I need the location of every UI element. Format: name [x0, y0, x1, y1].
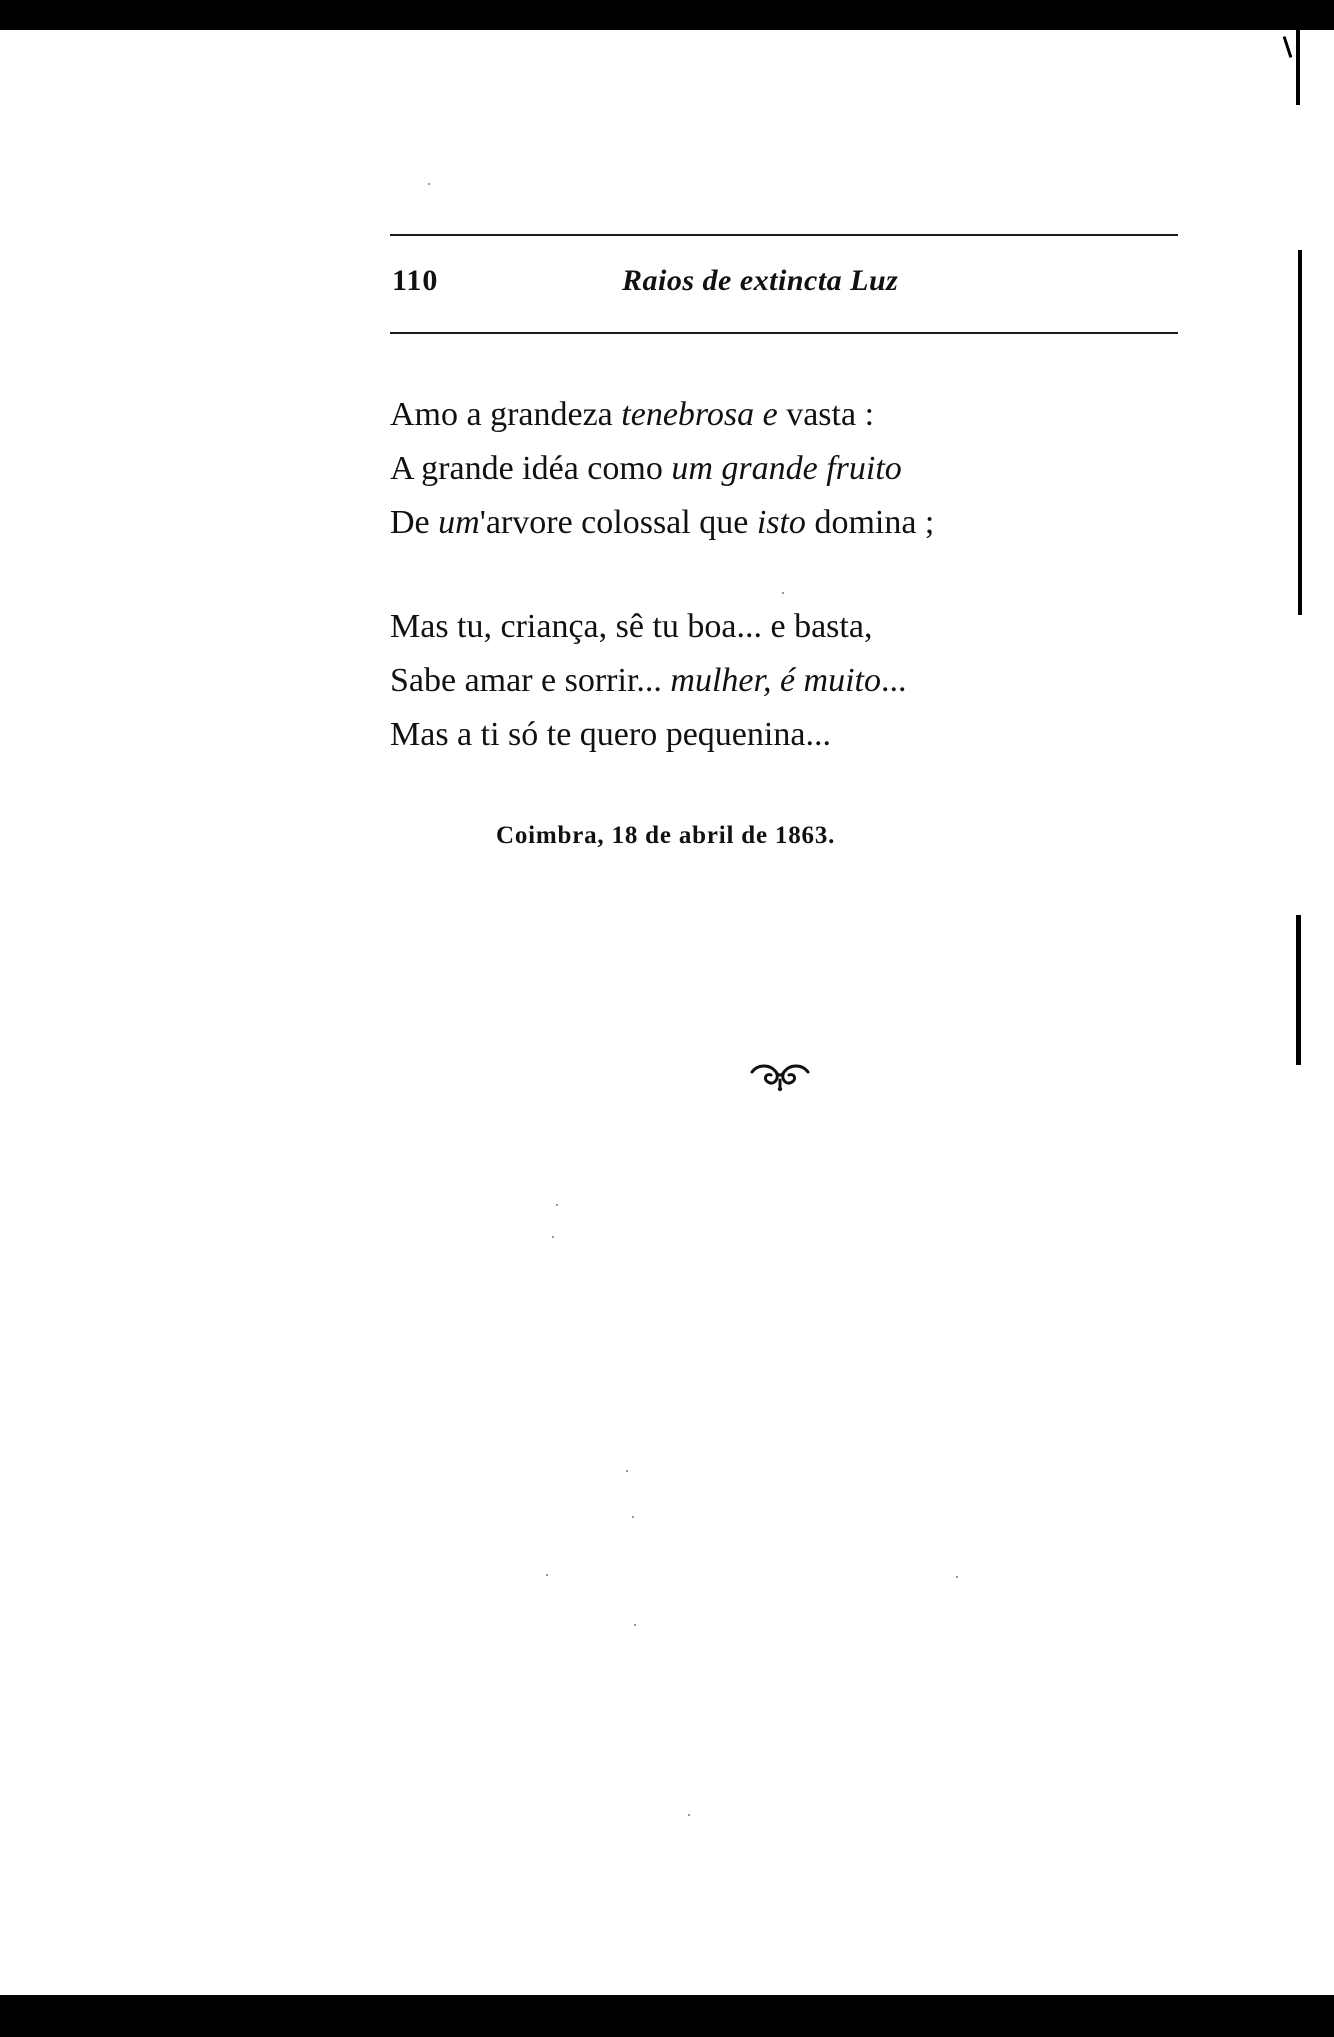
poem-italic-text: mulher, é muito [670, 662, 881, 699]
poem-italic-text: um grande fruito [671, 450, 902, 487]
scan-edge-mark [1296, 30, 1300, 105]
poem-line [390, 708, 1210, 762]
scan-speck [552, 1236, 554, 1238]
poem-text: Mas tu, criança, sê tu boa... e basta, [390, 608, 873, 645]
scan-border-top [0, 0, 1334, 30]
poem-italic-text: tenebrosa e [621, 396, 778, 433]
poem-italic-text: um [438, 504, 480, 541]
stanza-break [390, 550, 1210, 600]
header-rule-bottom [390, 332, 1178, 334]
poem-line [390, 654, 1210, 708]
poem-line [390, 496, 1210, 550]
scan-speck [428, 183, 430, 185]
scan-speck [632, 1516, 634, 1518]
fleuron-icon [748, 1062, 812, 1097]
poem-text: Sabe amar e sorrir... [390, 662, 671, 699]
poem-text: 'arvore colossal que [479, 504, 757, 541]
scan-edge-mark [1296, 915, 1301, 1065]
dateline: Coimbra, 18 de abril de 1863. [496, 822, 836, 849]
scan-speck [688, 1814, 690, 1816]
page-number: 110 [392, 264, 439, 297]
poem-line [390, 388, 1210, 442]
scan-edge-mark [1283, 36, 1293, 58]
poem-text: De [390, 504, 439, 541]
poem-text: A grande idéa como [390, 450, 672, 487]
scan-border-bottom [0, 1995, 1334, 2037]
poem-text: ... [881, 662, 907, 699]
header-rule-top [390, 234, 1178, 236]
scan-speck [546, 1574, 548, 1576]
scan-speck [782, 592, 784, 594]
scan-speck [634, 1624, 636, 1626]
running-title: Raios de extincta Luz [622, 264, 899, 297]
poem-line [390, 442, 1210, 496]
poem-italic-text: isto [756, 504, 806, 541]
scan-speck [556, 1204, 558, 1206]
poem-text: Mas a ti só te quero pequenina... [390, 716, 831, 753]
poem-text: vasta : [777, 396, 875, 433]
scan-speck [626, 1470, 628, 1472]
poem-line [390, 600, 1210, 654]
scan-edge-mark [1298, 250, 1302, 615]
poem [390, 388, 1210, 762]
poem-text: Amo a grandeza [390, 396, 622, 433]
scan-speck [956, 1576, 958, 1578]
poem-text: domina ; [805, 504, 935, 541]
